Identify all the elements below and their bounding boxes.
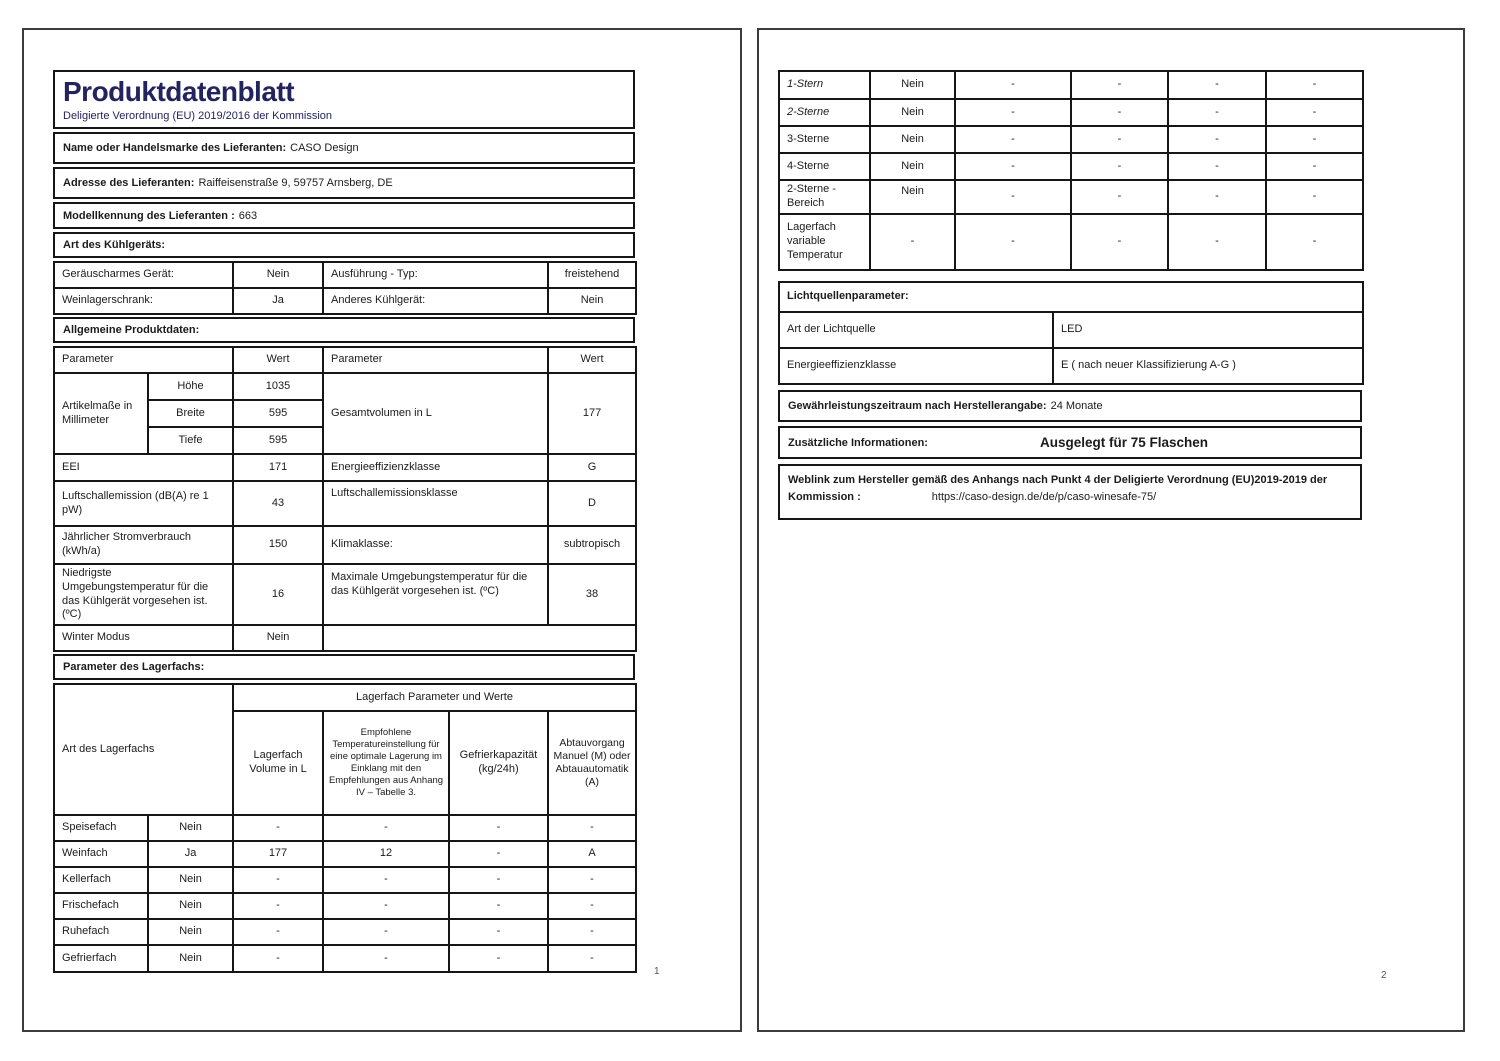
cell: - [955, 214, 1071, 270]
table-row [54, 945, 636, 972]
cell: - [449, 815, 548, 841]
weblink-row [778, 464, 1362, 520]
cell: Nein [148, 867, 233, 893]
param-value: Nein [233, 262, 323, 288]
supplier-name-row [53, 132, 635, 164]
cell: - [1071, 126, 1168, 153]
weblink-label: Weblink zum Hersteller gemäß des Anhangs nach Punkt 4 der Deligierte Verordnung (EU)2019-2019 der Kommission : [788, 474, 1328, 503]
cell: - [323, 945, 449, 972]
dim-label: Höhe [148, 373, 233, 400]
cell: - [323, 893, 449, 919]
param-value: 150 [233, 526, 323, 564]
compartment-label: 1-Stern [779, 71, 870, 99]
page-number: 1 [654, 966, 660, 977]
datasheet-page-2 [757, 28, 1465, 1032]
cell: A [548, 841, 636, 867]
cell: - [1168, 214, 1266, 270]
param-label: Luftschallemissionsklasse [323, 481, 548, 526]
cell: - [449, 893, 548, 919]
param-label: Energieeffizienzklasse [323, 454, 548, 481]
table-row [54, 815, 636, 841]
page2-content [778, 70, 1362, 520]
cell: Nein [870, 71, 955, 99]
param-label: Jährlicher Stromverbrauch (kWh/a) [54, 526, 233, 564]
table-row [54, 564, 636, 625]
cell: Nein [870, 126, 955, 153]
cell: Ja [148, 841, 233, 867]
supplier-address-value: Raiffeisenstraße 9, 59757 Arnsberg, DE [198, 177, 393, 189]
section-light-source: Lichtquellenparameter: [779, 282, 1363, 312]
additional-info-value: Ausgelegt für 75 Flaschen [1039, 435, 1209, 450]
cell: 12 [323, 841, 449, 867]
column-header: Parameter [323, 347, 548, 373]
column-header: Abtauvorgang Manuel (M) oder Abtauautomatik (A) [548, 711, 636, 815]
cell: - [1266, 180, 1363, 214]
section-storage-compartment: Parameter des Lagerfachs: [53, 654, 635, 680]
cell: - [449, 841, 548, 867]
cell: - [548, 867, 636, 893]
cell: - [1266, 153, 1363, 180]
page-subtitle: Deligierte Verordnung (EU) 2019/2016 der Kommission [63, 110, 333, 122]
param-label: EEI [54, 454, 233, 481]
param-value: Ja [233, 288, 323, 314]
cell: - [323, 919, 449, 945]
table-header-row [54, 347, 636, 373]
page1-content [53, 70, 635, 975]
table-row [779, 348, 1363, 384]
table-row [779, 312, 1363, 348]
compartment-label: 4-Sterne [779, 153, 870, 180]
column-header: Wert [548, 347, 636, 373]
cell: - [1266, 126, 1363, 153]
cell: - [449, 919, 548, 945]
cell: - [1168, 153, 1266, 180]
model-id-value: 663 [238, 209, 258, 222]
param-value: 43 [233, 481, 323, 526]
cell: - [955, 126, 1071, 153]
cell: - [548, 815, 636, 841]
cell: - [1168, 99, 1266, 126]
dim-value: 1035 [233, 373, 323, 400]
page-number: 2 [1381, 970, 1387, 981]
dim-value: 595 [233, 400, 323, 427]
model-id-row [53, 202, 635, 229]
param-value: Nein [548, 288, 636, 314]
cell: - [323, 867, 449, 893]
table-row [779, 153, 1363, 180]
storage-compartment-table [53, 683, 637, 973]
section-type-of-appliance: Art des Kühlgeräts: [53, 232, 635, 258]
param-label: Winter Modus [54, 625, 233, 651]
table-row [54, 867, 636, 893]
warranty-label: Gewährleistungszeitraum nach Herstellerangabe: [788, 400, 1047, 412]
compartment-label: Ruhefach [54, 919, 148, 945]
table-row [54, 841, 636, 867]
supplier-name-value: CASO Design [290, 142, 359, 154]
cell: Nein [148, 893, 233, 919]
cell: - [955, 180, 1071, 214]
table-row [779, 126, 1363, 153]
cell: - [548, 945, 636, 972]
cell: - [1168, 71, 1266, 99]
param-value: 16 [233, 564, 323, 625]
column-header: Lagerfach Volume in L [233, 711, 323, 815]
compartment-label: Gefrierfach [54, 945, 148, 972]
empty-cell [323, 625, 636, 651]
param-label: Energieeffizienzklasse [779, 348, 1053, 384]
supplier-address-row [53, 167, 635, 199]
cell: - [449, 867, 548, 893]
cell: - [1266, 99, 1363, 126]
warranty-row [778, 390, 1362, 422]
dimensions-label: Artikelmaße in Millimeter [54, 373, 148, 454]
param-label: Weinlagerschrank: [54, 288, 233, 314]
column-header: Gefrierkapazität (kg/24h) [449, 711, 548, 815]
table-row [54, 288, 636, 314]
appliance-type-table [53, 261, 637, 315]
param-label: Art der Lichtquelle [779, 312, 1053, 348]
cell: Nein [148, 945, 233, 972]
param-value: G [548, 454, 636, 481]
model-id-label: Modellkennung des Lieferanten : [63, 209, 235, 222]
cell: - [1071, 71, 1168, 99]
table-row [779, 71, 1363, 99]
table-row [779, 99, 1363, 126]
warranty-value: 24 Monate [1050, 400, 1103, 412]
storage-group-header: Lagerfach Parameter und Werte [233, 684, 636, 711]
param-value: subtropisch [548, 526, 636, 564]
cell: - [870, 214, 955, 270]
cell: - [548, 919, 636, 945]
general-data-table [53, 346, 637, 652]
cell: - [233, 945, 323, 972]
cell: - [548, 893, 636, 919]
cell: - [1071, 180, 1168, 214]
param-label: Geräuscharmes Gerät: [54, 262, 233, 288]
volume-value: 177 [548, 373, 636, 454]
cell: - [1266, 214, 1363, 270]
dim-label: Breite [148, 400, 233, 427]
table-row [54, 919, 636, 945]
column-header: Empfohlene Temperatureinstellung für eine optimale Lagerung im Einklang mit den Empfehlungen aus Anhang IV – Tabelle 3. [323, 711, 449, 815]
cell: - [1071, 153, 1168, 180]
cell: Nein [870, 153, 955, 180]
cell: - [1266, 71, 1363, 99]
page-title: Produktdatenblatt [63, 76, 295, 107]
compartment-label: Frischefach [54, 893, 148, 919]
compartment-label: Lagerfach variable Temperatur [779, 214, 870, 270]
cell: - [233, 867, 323, 893]
light-source-table [778, 281, 1364, 385]
cell: - [955, 71, 1071, 99]
table-row [54, 454, 636, 481]
cell: - [233, 815, 323, 841]
datasheet-page-1 [22, 28, 742, 1032]
cell: - [233, 919, 323, 945]
column-header: Wert [233, 347, 323, 373]
param-value: 171 [233, 454, 323, 481]
cell: - [323, 815, 449, 841]
dim-value: 595 [233, 427, 323, 454]
table-row [54, 526, 636, 564]
param-label: Niedrigste Umgebungstemperatur für die das Kühlgerät vorgesehen ist. (ºC) [54, 564, 233, 625]
param-label: Luftschallemission (dB(A) re 1 pW) [54, 481, 233, 526]
cell: - [1071, 214, 1168, 270]
cell: - [233, 893, 323, 919]
supplier-name-label: Name oder Handelsmarke des Lieferanten: [63, 142, 287, 154]
compartment-label: Weinfach [54, 841, 148, 867]
storage-type-header: Art des Lagerfachs [54, 684, 233, 815]
table-row [54, 893, 636, 919]
column-header: Parameter [54, 347, 233, 373]
cell: - [449, 945, 548, 972]
table-row [779, 180, 1363, 214]
cell: - [955, 153, 1071, 180]
cell: Nein [148, 815, 233, 841]
param-label: Maximale Umgebungstemperatur für die das Kühlgerät vorgesehen ist. (ºC) [323, 564, 548, 625]
compartment-label: 2-Sterne [779, 99, 870, 126]
compartment-label: 2-Sterne - Bereich [779, 180, 870, 214]
param-value: LED [1053, 312, 1363, 348]
cell: - [955, 99, 1071, 126]
table-row [54, 481, 636, 526]
compartment-label: Speisefach [54, 815, 148, 841]
param-label: Klimaklasse: [323, 526, 548, 564]
param-value: E ( nach neuer Klassifizierung A-G ) [1053, 348, 1363, 384]
table-header-row [779, 282, 1363, 312]
cell: - [1071, 99, 1168, 126]
title-block [53, 70, 635, 129]
param-label: Ausführung - Typ: [323, 262, 548, 288]
weblink-url: https://caso-design.de/de/p/caso-winesafe-75/ [931, 490, 1157, 503]
section-general-data: Allgemeine Produktdaten: [53, 317, 635, 343]
table-row [54, 262, 636, 288]
cell: - [1168, 180, 1266, 214]
supplier-address-label: Adresse des Lieferanten: [63, 177, 195, 189]
volume-label: Gesamtvolumen in L [323, 373, 548, 454]
cell: - [1168, 126, 1266, 153]
cell: Nein [870, 180, 955, 214]
cell: Nein [870, 99, 955, 126]
star-compartment-table [778, 70, 1364, 271]
table-header-row [54, 684, 636, 711]
cell: Nein [148, 919, 233, 945]
cell: 177 [233, 841, 323, 867]
dim-label: Tiefe [148, 427, 233, 454]
table-row [54, 625, 636, 651]
table-row [54, 373, 636, 400]
additional-info-label: Zusätzliche Informationen: [788, 437, 928, 449]
param-value: Nein [233, 625, 323, 651]
param-value: 38 [548, 564, 636, 625]
compartment-label: Kellerfach [54, 867, 148, 893]
compartment-label: 3-Sterne [779, 126, 870, 153]
additional-info-row [778, 426, 1362, 459]
param-label: Anderes Kühlgerät: [323, 288, 548, 314]
param-value: freistehend [548, 262, 636, 288]
param-value: D [548, 481, 636, 526]
table-row [779, 214, 1363, 270]
